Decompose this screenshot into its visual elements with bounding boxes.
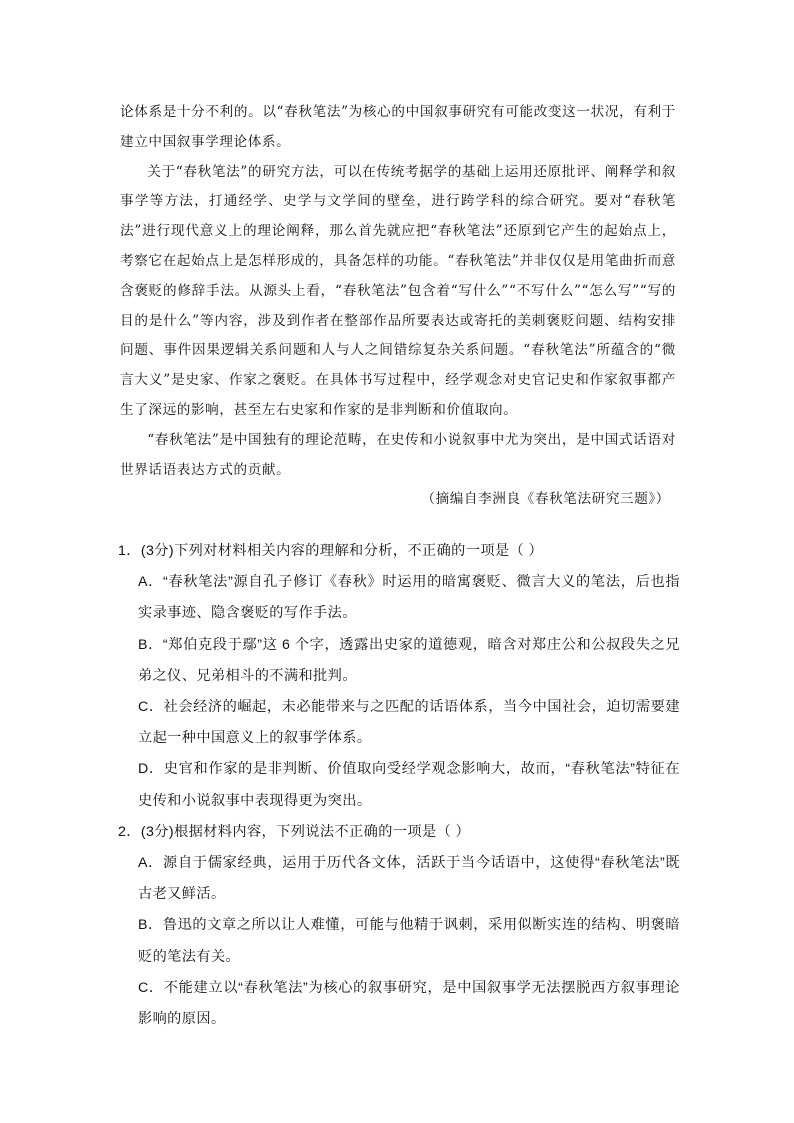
question-2-option-a: A．源自于儒家经典，运用于历代各文体，活跃于当今话语中，这使得“春秋笔法”既古老又鲜活。: [138, 855, 680, 903]
passage-paragraph-3: “春秋笔法”是中国独有的理论范畴，在史传和小说叙事中尤为突出，是中国式话语对世界话语表达方式的贡献。: [120, 431, 676, 478]
question-1-option-c: C．社会经济的崛起，未必能带来与之匹配的话语体系，当今中国社会，迫切需要建立起一种中国意义上的叙事学体系。: [138, 699, 680, 747]
passage-paragraph-1: 论体系是十分不利的。以“春秋笔法”为核心的中国叙事研究有可能改变这一状况，有利于建立中国叙事学理论体系。: [120, 104, 676, 150]
reading-passage: [120, 98, 676, 515]
passage-paragraph-2: 关于“春秋笔法”的研究方法，可以在传统考据学的基础上运用还原批评、阐释学和叙事学等方法，打通经学、史学与文学间的壁垒，进行跨学科的综合研究。要对“春秋笔法”进行现代意义上的理论阐释，那么首先就应把“春秋笔法”还原到它产生的起始点上，考察它在起始点上是怎样形成的，具备怎样的功能。“春秋笔法”并非仅仅是用笔曲折而意含褒贬的修辞手法。从源头上看，“春秋笔法”包含着“写什么”“不写什么”“怎么写”“写的目的是什么”等内容，涉及到作者在整部作品所要表达或寄托的美刺褒贬问题、结构安排问题、事件因果逻辑关系问题和人与人之间错综复杂关系问题。“春秋笔法”所蕴含的“微言大义”是史家、作家之褒贬。在具体书写过程中，经学观念对史官记史和作家叙事都产生了深远的影响，甚至左右史家和作家的是非判断和价值取向。: [120, 163, 676, 418]
question-1-option-a: A．“春秋笔法”源自孔子修订《春秋》时运用的暗寓褒贬、微言大义的笔法，后也指实录事迹、隐含褒贬的写作手法。: [138, 574, 680, 622]
question-2-stem: 2．(3分)根据材料内容，下列说法不正确的一项是（ ）: [118, 823, 471, 840]
question-2-option-b: B．鲁迅的文章之所以让人难懂，可能与他精于讽刺，采用似断实连的结构、明褒暗贬的笔法有关。: [138, 917, 680, 965]
question-1: [118, 536, 680, 817]
passage-source: （摘编自李洲良《春秋笔法研究三题》）: [421, 491, 670, 508]
question-list: [118, 536, 680, 1035]
question-2: [118, 817, 680, 1035]
question-2-option-c: C．不能建立以“春秋笔法”为核心的叙事研究，是中国叙事学无法摆脱西方叙事理论影响的原因。: [138, 979, 680, 1028]
question-1-stem: 1．(3分)下列对材料相关内容的理解和分析，不正确的一项是（ ）: [118, 543, 544, 559]
question-1-option-b: B．“郑伯克段于鄢”这 6 个字，透露出史家的道德观，暗含对郑庄公和公叔段失之兄弟之仪、兄弟相斗的不满和批判。: [138, 636, 680, 684]
question-1-option-d: D．史官和作家的是非判断、价值取向受经学观念影响大，故而，“春秋笔法”特征在史传和小说叙事中表现得更为突出。: [138, 761, 680, 809]
